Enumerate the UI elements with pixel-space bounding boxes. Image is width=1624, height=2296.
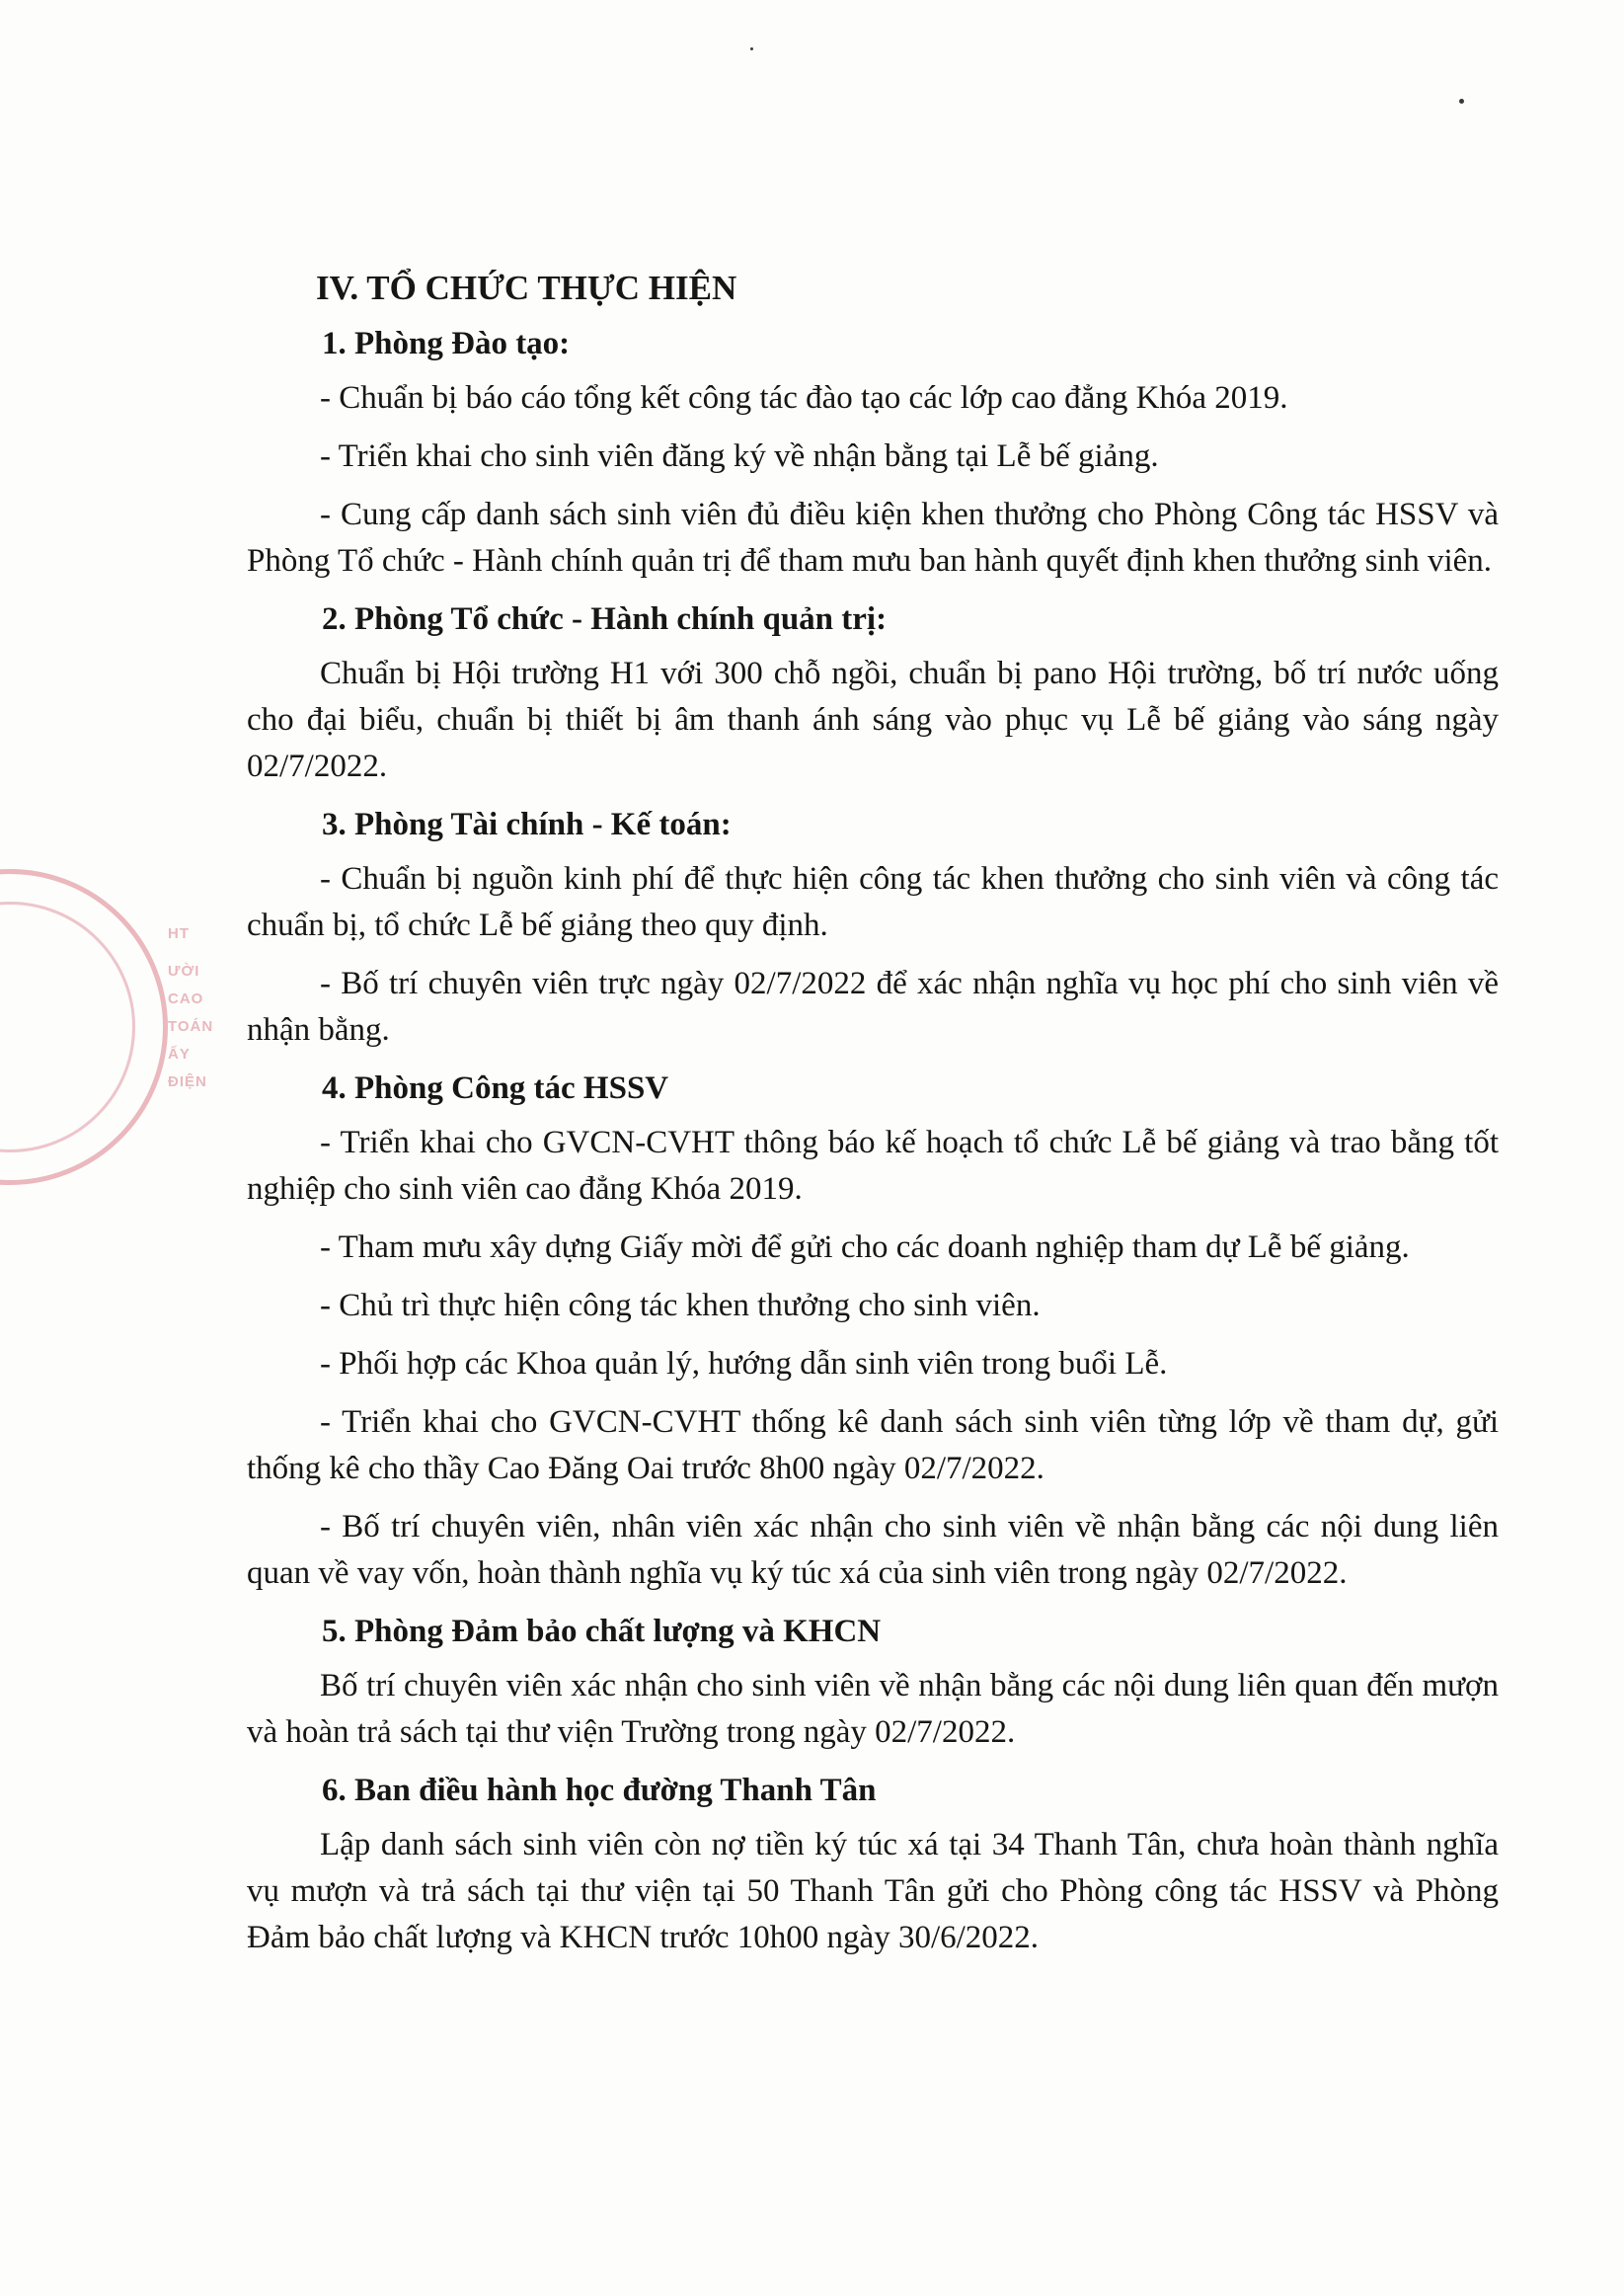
subsection-heading: 2. Phòng Tổ chức - Hành chính quản trị:: [322, 601, 888, 637]
official-seal: [0, 869, 168, 1185]
official-seal-inner-ring: [0, 902, 135, 1152]
seal-text: TOÁN: [168, 1018, 214, 1035]
subsection-heading: 3. Phòng Tài chính - Kế toán:: [322, 807, 732, 842]
subsection-heading: 1. Phòng Đào tạo:: [322, 326, 571, 361]
scan-speck: [1459, 99, 1464, 104]
subsection-heading: 6. Ban điều hành học đường Thanh Tân: [322, 1773, 877, 1808]
paragraph: - Cung cấp danh sách sinh viên đủ điều kiện khen thưởng cho Phòng Công tác HSSV và Phòng Tổ chức - Hành chính quản trị để tham mưu ban hành quyết định khen thưởng sinh viên.: [247, 497, 1499, 579]
seal-text: ẤY: [168, 1046, 191, 1063]
document-body: [247, 265, 1499, 1973]
paragraph: Lập danh sách sinh viên còn nợ tiền ký túc xá tại 34 Thanh Tân, chưa hoàn thành nghĩa vụ mượn và trả sách tại thư viện tại 50 Thanh Tân gửi cho Phòng công tác HSSV và Phòng Đảm bảo chất lượng và KHCN trước 10h00 ngày 30/6/2022.: [247, 1827, 1499, 1955]
subsection-heading: 5. Phòng Đảm bảo chất lượng và KHCN: [322, 1614, 882, 1649]
paragraph: - Chuẩn bị báo cáo tổng kết công tác đào tạo các lớp cao đẳng Khóa 2019.: [320, 380, 1288, 416]
paragraph: - Triển khai cho sinh viên đăng ký về nhận bằng tại Lễ bế giảng.: [320, 438, 1159, 474]
paragraph: - Triển khai cho GVCN-CVHT thông báo kế hoạch tổ chức Lễ bế giảng và trao bằng tốt nghiệp cho sinh viên cao đẳng Khóa 2019.: [247, 1125, 1499, 1207]
paragraph: - Bố trí chuyên viên, nhân viên xác nhận cho sinh viên về nhận bằng các nội dung liên quan về vay vốn, hoàn thành nghĩa vụ ký túc xá của sinh viên trong ngày 02/7/2022.: [247, 1509, 1499, 1591]
paragraph: - Triển khai cho GVCN-CVHT thống kê danh sách sinh viên từng lớp về tham dự, gửi thống kê cho thầy Cao Đăng Oai trước 8h00 ngày 02/7/2022.: [247, 1404, 1499, 1486]
seal-text: ĐIỆN: [168, 1073, 207, 1090]
paragraph: - Tham mưu xây dựng Giấy mời để gửi cho các doanh nghiệp tham dự Lễ bế giảng.: [320, 1229, 1410, 1265]
seal-text: HT: [168, 925, 190, 942]
subsection-heading: 4. Phòng Công tác HSSV: [322, 1070, 669, 1106]
seal-text: ƯỜI: [168, 963, 200, 980]
seal-text: CAO: [168, 990, 204, 1007]
scan-speck: [750, 47, 753, 50]
paragraph: - Chủ trì thực hiện công tác khen thưởng cho sinh viên.: [320, 1288, 1041, 1323]
paragraph: Chuẩn bị Hội trường H1 với 300 chỗ ngồi, chuẩn bị pano Hội trường, bố trí nước uống cho đại biểu, chuẩn bị thiết bị âm thanh ánh sáng vào phục vụ Lễ bế giảng vào sáng ngày 02/7/2022.: [247, 656, 1499, 784]
section-title: IV. TỔ CHỨC THỰC HIỆN: [316, 269, 737, 307]
paragraph: - Phối hợp các Khoa quản lý, hướng dẫn sinh viên trong buổi Lễ.: [320, 1346, 1168, 1382]
paragraph: - Chuẩn bị nguồn kinh phí để thực hiện công tác khen thưởng cho sinh viên và công tác chuẩn bị, tổ chức Lễ bế giảng theo quy định.: [247, 861, 1499, 943]
paragraph: - Bố trí chuyên viên trực ngày 02/7/2022 để xác nhận nghĩa vụ học phí cho sinh viên về nhận bằng.: [247, 966, 1499, 1048]
paragraph: Bố trí chuyên viên xác nhận cho sinh viên về nhận bằng các nội dung liên quan đến mượn và hoàn trả sách tại thư viện Trường trong ngày 02/7/2022.: [247, 1668, 1499, 1750]
